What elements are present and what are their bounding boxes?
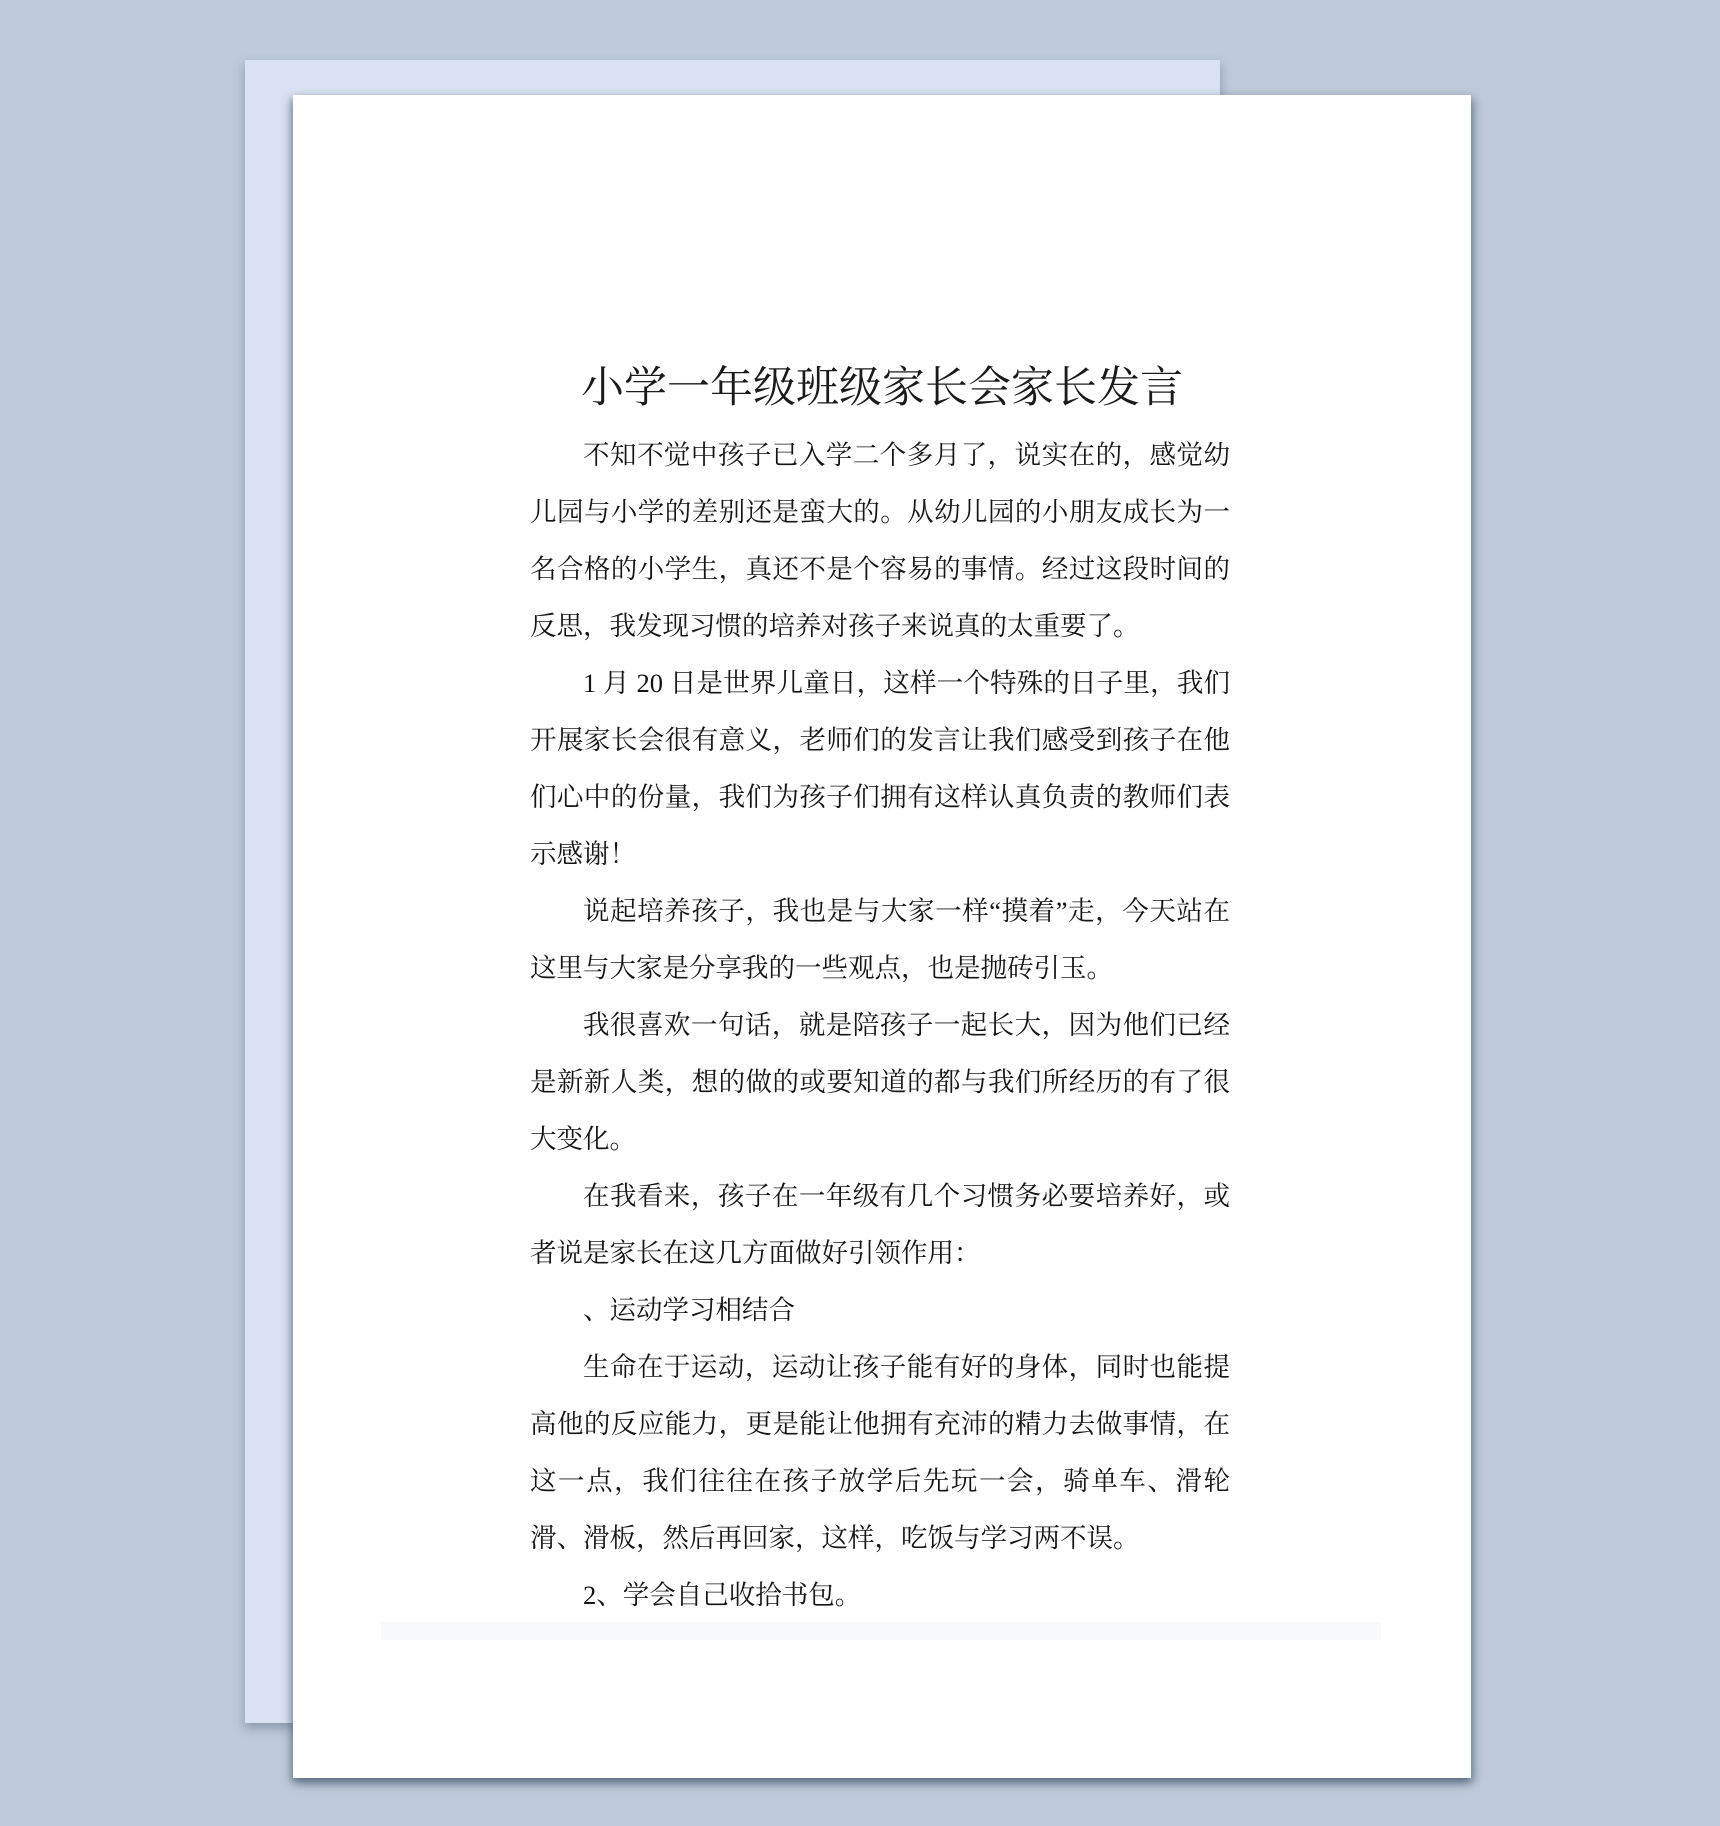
- paragraph: 1 月 20 日是世界儿童日，这样一个特殊的日子里，我们开展家长会很有意义，老师们的发言让我们感受到孩子在他们心中的份量，我们为孩子们拥有这样认真负责的教师们表示感谢！: [530, 668, 1230, 869]
- paragraph: 我很喜欢一句话，就是陪孩子一起长大，因为他们已经是新新人类，想的做的或要知道的都与我们所经历的有了很大变化。: [530, 1010, 1230, 1154]
- document-body: [530, 427, 1230, 1624]
- paragraph: 不知不觉中孩子已入学二个多月了，说实在的，感觉幼儿园与小学的差别还是蛮大的。从幼儿园的小朋友成长为一名合格的小学生，真还不是个容易的事情。经过这段时间的反思，我发现习惯的培养对孩子来说真的太重要了。: [530, 440, 1230, 641]
- document-page: [293, 95, 1471, 1778]
- document-title: 小学一年级班级家长会家长发言: [581, 365, 1183, 412]
- paragraph: 在我看来，孩子在一年级有几个习惯务必要培养好，或者说是家长在这几方面做好引领作用：: [530, 1181, 1230, 1268]
- paragraph: 生命在于运动，运动让孩子能有好的身体，同时也能提高他的反应能力，更是能让他拥有充沛的精力去做事情，在这一点，我们往往在孩子放学后先玩一会，骑单车、滑轮滑、滑板，然后再回家，这样，吃饭与学习两不误。: [530, 1352, 1230, 1553]
- list-item-heading: 、运动学习相结合: [583, 1295, 795, 1325]
- footer-placeholder-bar: [381, 1622, 1381, 1640]
- paragraph: 说起培养孩子，我也是与大家一样“摸着”走，今天站在这里与大家是分享我的一些观点，也是抛砖引玉。: [530, 896, 1230, 983]
- list-item-heading: 2、学会自己收拾书包。: [583, 1580, 862, 1610]
